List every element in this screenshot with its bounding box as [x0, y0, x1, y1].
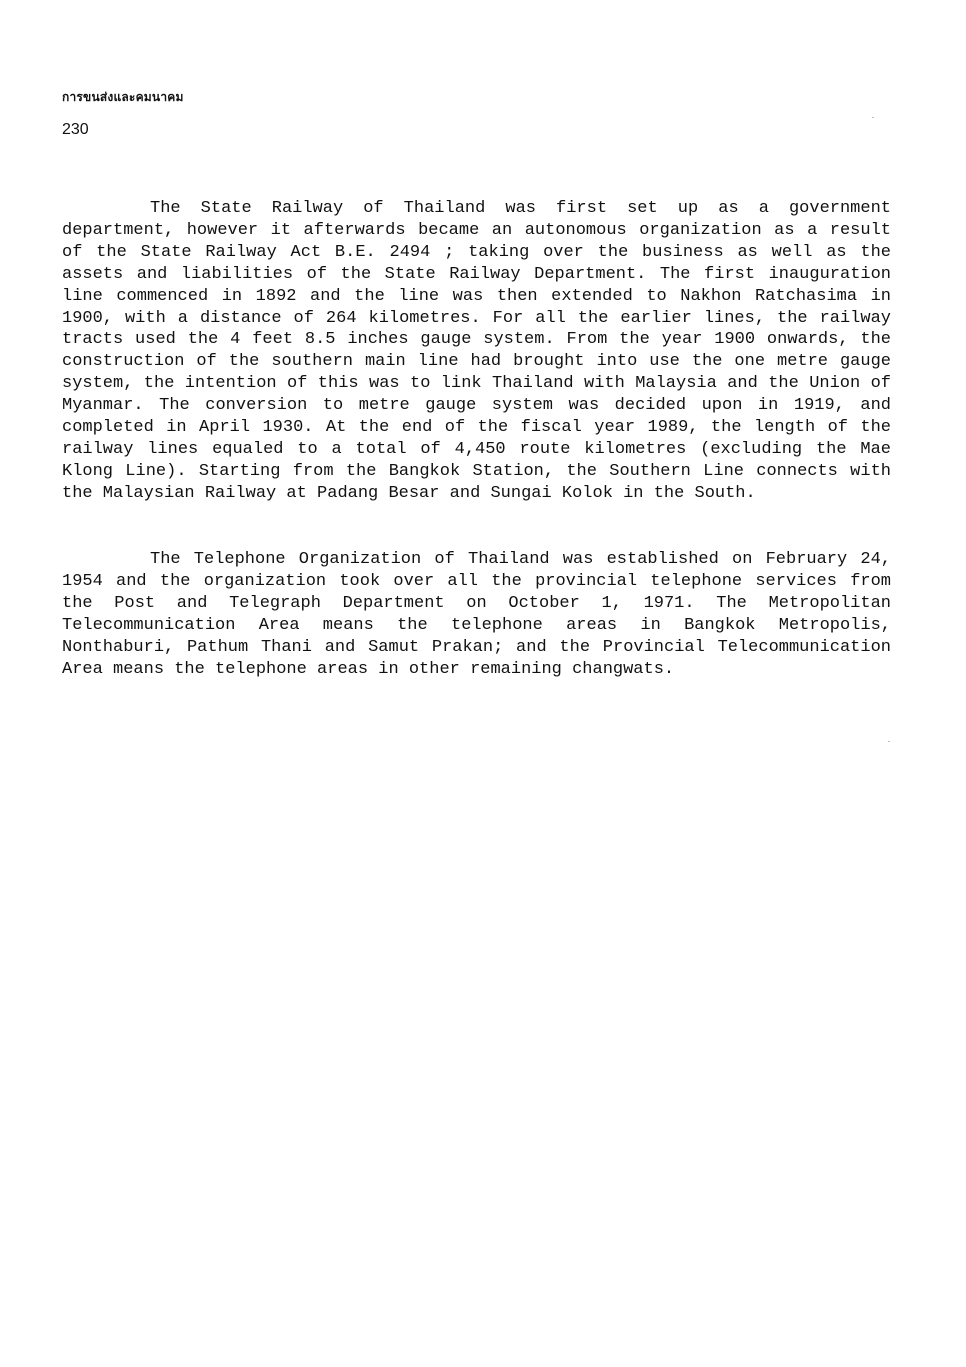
page-number: 230	[62, 121, 89, 138]
paragraph-telephone: The Telephone Organization of Thailand was established on February 24, 1954 and the organization took over all the provincial telephone services from the Post and Telegraph Department on October 1, 1971. The Metropolitan Telecommunication Area means the telephone areas in Bangkok Metropolis, Nonthaburi, Pathum Thani and Samut Prakan; and the Provincial Telecommunication Area means the telephone areas in other remaining changwats.	[62, 550, 891, 679]
running-header-title: การขนส่งและคมนาคม	[62, 90, 184, 104]
paragraph-railway: The State Railway of Thailand was first set up as a government department, however it afterwards became an autonomous organization as a result of the State Railway Act B.E. 2494 ; taking over the business as well as the assets and liabilities of the State Railway Department. The first inauguration line commenced in 1892 and the line was then extended to Nakhon Ratchasima in 1900, with a distance of 264 kilometres. For all the earlier lines, the railway tracts used the 4 feet 8.5 inches gauge system. From the year 1900 onwards, the construction of the southern main line had brought into use the one metre gauge system, the intention of this was to link Thailand with Malaysia and the Union of Myanmar. The conversion to metre gauge system was decided upon in 1919, and completed in April 1930. At the end of the fiscal year 1989, the length of the railway lines equaled to a total of 4,450 route kilometres (excluding the Mae Klong Line). Starting from the Bangkok Station, the Southern Line connects with the Malaysian Railway at Padang Besar and Sungai Kolok in the South.	[62, 199, 891, 503]
scan-speck	[872, 117, 874, 118]
scan-speck	[888, 741, 890, 742]
